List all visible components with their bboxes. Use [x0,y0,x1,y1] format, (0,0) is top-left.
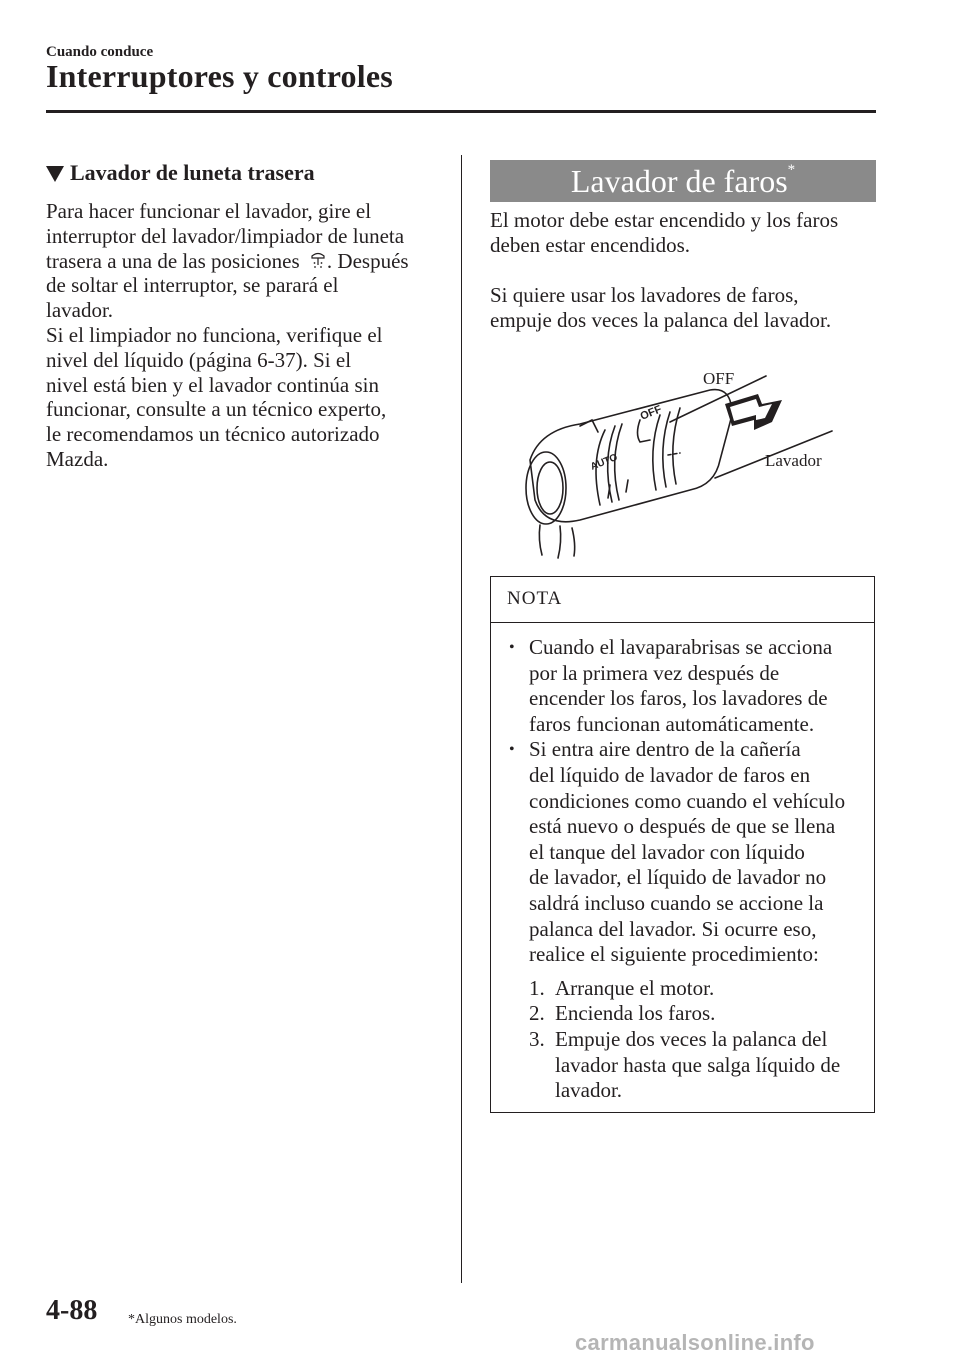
note-bullet-line: está nuevo o después de que se llena [529,814,836,839]
note-bullet-line: encender los faros, los lavadores de [529,686,828,711]
figure-label-off: OFF [703,369,735,388]
note-step-item [491,1001,874,1027]
note-title: NOTA [507,588,563,609]
text-line: interruptor del lavador/limpiador de luneta [46,223,405,248]
step-text: Empuje dos veces la palanca del [555,1026,828,1051]
column-divider [461,155,462,1283]
header-rule [46,110,876,113]
text-line: deben estar encendidos. [490,232,691,257]
text-line: nivel está bien y el lavador continúa sin [46,372,379,397]
note-spacer [491,968,874,976]
headlight-washer-paragraph-2 [490,283,880,333]
text-line: Si el limpiador no funciona, verifique el [46,322,383,347]
text-fragment: . Después [326,248,409,273]
note-bullet-line: condiciones como cuando el vehículo [529,788,846,813]
lever-auto-marking: AUTO [589,452,620,473]
note-step-line: lavador hasta que salga líquido de [555,1052,841,1077]
text-line: empuje dos veces la palanca del lavador. [490,307,832,332]
text-fragment: trasera a una de las posiciones [46,248,300,273]
text-line: funcionar, consulte a un técnico experto, [46,397,387,422]
triangle-bullet-icon [46,166,64,182]
step-number: 3. [529,1026,545,1051]
step-text: Encienda los faros. [555,1001,716,1026]
rear-washer-paragraph [46,199,446,472]
headlight-washer-paragraph-1 [490,208,880,258]
text-line: nivel del líquido (página 6-37). Si el [46,347,352,372]
text-line: de soltar el interruptor, se parará el [46,273,339,298]
step-number: 1. [529,975,545,1000]
watermark: carmanualsonline.info [575,1330,815,1355]
page-number: 4-88 [46,1295,98,1326]
lever-off-marking: OFF [638,403,664,423]
note-step-item [491,976,874,1002]
note-bullet-line: saldrá incluso cuando se accione la [529,890,824,915]
figure-label-washer: Lavador [765,451,822,470]
note-bullet-line: por la primera vez después de [529,660,780,685]
text-line: El motor debe estar encendido y los faros [490,208,839,232]
section-title-bar [490,160,876,202]
footnote: *Algunos modelos. [128,1312,237,1327]
step-number: 2. [529,1001,545,1026]
note-bullet-line: del líquido de lavador de faros en [529,762,811,787]
step-text: Arranque el motor. [555,975,715,1000]
note-bullet-line: faros funcionan automáticamente. [529,711,815,736]
subsection-heading [46,160,315,186]
running-head: Cuando conduce [46,44,154,60]
chapter-title: Interruptores y controles [46,58,393,94]
text-line: Mazda. [46,446,109,471]
section-title-asterisk: * [787,162,796,178]
text-line: le recomendamos un técnico autorizado [46,422,380,447]
note-step-line: lavador. [555,1078,623,1103]
note-bullet-item: • Si entra aire dentro de la cañería [491,737,874,763]
text-line: lavador. [46,298,114,323]
note-bullet-item: • Cuando el lavaparabrisas se acciona [491,635,874,661]
text-line: Si quiere usar los lavadores de faros, [490,283,799,307]
text-line-with-icon [46,249,446,274]
note-box [490,576,875,1113]
note-body [491,635,874,1104]
note-bullet-line: palanca del lavador. Si ocurre eso, [529,916,817,941]
note-title-row [491,577,874,623]
subsection-heading-text: Lavador de luneta trasera [70,160,315,185]
section-title: Lavador de faros [570,163,788,199]
note-bullet-line: realice el siguiente procedimiento: [529,942,819,967]
note-bullet-line: de lavador, el líquido de lavador no [529,865,827,890]
note-step-item [491,1027,874,1053]
note-bullet-line: el tanque del lavador con líquido [529,839,805,864]
washer-position-icon [310,250,326,270]
text-line: Para hacer funcionar el lavador, gire el [46,199,372,223]
